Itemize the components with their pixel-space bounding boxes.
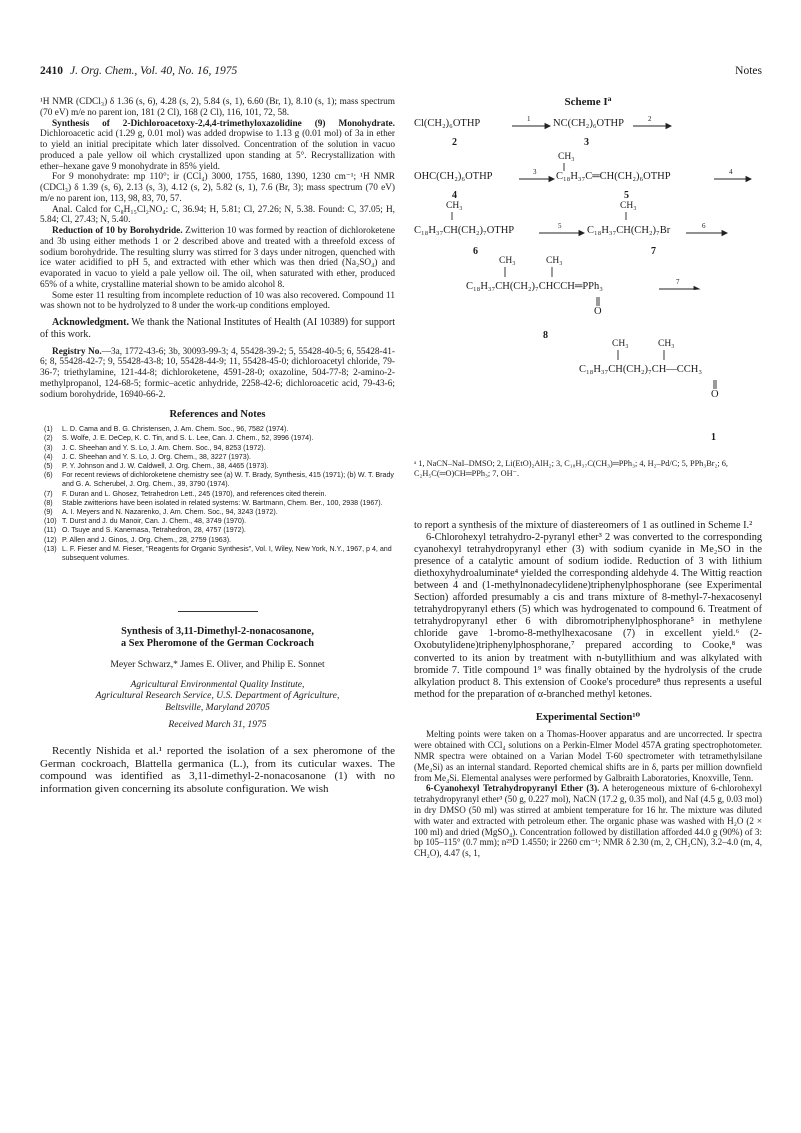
step-label-5: 5	[558, 222, 562, 230]
compound-number-6: 6	[473, 246, 478, 257]
experimental-body	[414, 729, 762, 859]
reduction-text: Zwitterion 10 was formed by reaction of dichloroketene and 3b using either methods 1 or 2 described above and treated with a threefold excess of sodium borohydride. The resulting slurry was stirred for 3 days under nitrogen, quenched with ice water acidified to pH 5, and extracted with ether which was then dried (Na₂SO₄) and evaporated in vacuo to yield a pale yellow oil. The oil, when saturated with ether, produced 65% of a white, crystalline material shown to be amido alcohol 8.	[40, 226, 395, 290]
synthesis-9-heading: Synthesis of 2-Dichloroacetoxy-2,4,4-trimethyloxazolidine (9) Monohydrate.	[52, 118, 395, 129]
experimental-heading: Experimental Section¹⁰	[535, 711, 641, 723]
compound-number-1: 1	[711, 432, 716, 443]
ketone-formula: C₁₈H₃₇CH(CH₂)₇CH—CCH₃	[579, 364, 703, 375]
reference-number: (5)	[44, 461, 53, 470]
reduction-heading: Reduction of 10 by Borohydride.	[52, 226, 183, 236]
scheme-1	[414, 94, 762, 489]
reference-text: S. Wolfe, J. E. DeCep, K. C. Tin, and S. L. Lee, Can. J. Chem., 52, 3996 (1974).	[62, 434, 314, 443]
synthesis-description-paragraph: 6-Chlorohexyl tetrahydro-2-pyranyl ether³ 2 was converted to the corresponding cyanohexyl tetrahydropyranyl ether (3) with sodium cyanide in Me₂SO in the presence of a catalytic amount of sodium iodide. Reduction of 3 with lithium diethoxyhydroaluminate⁴ yielded the corresponding aldehyde 4. The Wittig reaction between 4 and (1-methylnonadecylidene)triphenylphosphorane (see Experimental Section) afforded presumably a cis and trans mixture of 8-methyl-7-hexacosenyl tetrahydropyranyl ethers (5) which was hydrogenated to compound 6. Treatment of tetrahydropyranyl ether 6 with dibromotriphenylphosphorane⁵ in methylene chloride gave 1-bromo-8-methylhexacosane (7) in excellent yield.⁶ (2-Oxobutylidene)triphenylphosphorane,⁷ prepared according to Cooke,⁸ was converted to its anion by treatment with n-butyllithium and was alkylated with bromide 7. Title compound 1⁹ was finally obtained by the hydrolysis of the crude alkylation product 8. This extension of Cooke's procedure⁸ thus represents a useful method for the preparation of α-branched methyl ketones.	[414, 532, 762, 700]
registry-heading: Registry No.	[52, 346, 102, 357]
methyl-label-8a: CH₃	[499, 256, 516, 266]
reference-item	[40, 536, 395, 545]
saturated-ether-formula: C₁₈H₃₇CH(CH₂)₇OTHP	[414, 225, 515, 236]
analysis-paragraph: Anal. Calcd for C₈H₁₅Cl₂NO₄: C, 36.94; H, 5.81; Cl, 27.26; N, 5.38. Found: C, 37.05; H, 5.84; Cl, 27.43; N, 5.40.	[40, 204, 395, 226]
olefin-formula: C₁₈H₃₇C═CH(CH₂)₆OTHP	[556, 171, 671, 182]
compound-number-7: 7	[651, 246, 656, 257]
methyl-label-8b: CH₃	[546, 256, 563, 266]
step-label-6: 6	[702, 222, 706, 230]
reference-item	[40, 499, 395, 508]
registry-numbers	[40, 347, 395, 401]
compound-number-8: 8	[543, 330, 548, 341]
article-divider	[178, 611, 258, 612]
reference-text: A. I. Meyers and N. Nazarenko, J. Am. Chem. Soc., 94, 3243 (1972).	[62, 507, 278, 516]
compound-number-4: 4	[452, 190, 457, 201]
reduction-paragraph	[40, 226, 395, 291]
right-column	[414, 94, 762, 859]
reference-item	[40, 545, 395, 563]
reference-number: (1)	[44, 425, 53, 434]
affiliation-line-1: Agricultural Environmental Quality Institute,	[130, 678, 305, 690]
step-label-1: 1	[527, 115, 531, 123]
page-number: 2410	[40, 65, 63, 77]
ylide-formula: C₁₈H₃₇CH(CH₂)₇CHCCH═PPh₃	[466, 281, 603, 292]
scheme-title-text: Scheme I	[564, 96, 608, 108]
monohydrate-data-paragraph: For 9 monohydrate: mp 110°; ir (CCl₄) 3000, 1755, 1680, 1390, 1230 cm⁻¹; ¹H NMR (CDCl₃) δ 1.39 (s, 6), 2.13 (s, 3), 4.12 (s, 2), 5.82 (s, 1), 7.6 (Br, 3); mass spectrum (70 eV) m/e no parent ion, 113, 98, 83, 70, 57.	[40, 172, 395, 204]
reference-text: For recent reviews of dichloroketene chemistry see (a) W. T. Brady, Synthesis, 415 (1971); (b) W. T. Brady and G. A. Scherubel, J. Org. Chem., 39, 3790 (1974).	[62, 471, 394, 489]
reference-number: (11)	[44, 526, 57, 535]
running-header	[40, 65, 762, 81]
reference-text: L. F. Fieser and M. Fieser, "Reagents for Organic Synthesis", Vol. I, Wiley, New York, N.Y., 1967, p 4, and subsequent volumes.	[62, 544, 392, 562]
article-title-line-2: a Sex Pheromone of the German Cockroach	[121, 638, 314, 650]
reference-text: Stable zwitterions have been isolated in related systems: W. Bartmann, Chem. Ber., 100, 2938 (1967).	[62, 498, 383, 507]
step-label-4: 4	[729, 168, 733, 176]
instruments-paragraph: Melting points were taken on a Thomas-Hoover apparatus and are uncorrected. Ir spectra were obtained with CCl₄ solutions on a Perkin-Elmer Model 457A grating spectrophotometer. NMR spectra were obtained on a Varian Model T-60 spectrometer with tetramethylsilane (Me₄Si) as an internal standard. Reported chemical shifts are in δ, parts per million downfield from Me₄Si. Elemental analyses were performed by Galbraith Laboratories, Knoxville, Tenn.	[414, 729, 762, 783]
reference-text: J. C. Sheehan and Y. S. Lo, J. Org. Chem., 38, 3227 (1973).	[62, 452, 252, 461]
chloro-ether-formula: Cl(CH₂)₆OTHP	[414, 118, 481, 129]
reference-number: (3)	[44, 443, 53, 452]
reference-item	[40, 462, 395, 471]
affiliation	[40, 679, 395, 714]
references-list	[40, 425, 395, 563]
reference-item	[40, 471, 395, 489]
intro-paragraph: Recently Nishida et al.¹ reported the isolation of a sex pheromone of the German cockroach, Blattella germanica (L.), from its cuticular waxes. The compound was identified as 3,11-dimethyl-2-nonacosanone (1) with no information given concerning its absolute configuration. We wish	[40, 745, 395, 795]
ylide-oxygen: O	[594, 306, 602, 317]
references-heading: References and Notes	[169, 409, 266, 421]
methyl-label-7: CH₃	[620, 201, 637, 211]
reference-text: J. C. Sheehan and Y. S. Lo, J. Am. Chem. Soc., 94, 8253 (1972).	[62, 443, 266, 452]
scheme-footnote: ᵃ 1, NaCN–NaI–DMSO; 2, Li(EtO)₂AlH₂; 3, C₁₈H₃₇C(CH₃)═PPh₃; 4, H₂–Pd/C; 5, PPh₃Br₂; 6, C₂H₅C(═O)CH═PPh₃; 7, OH⁻.	[414, 459, 729, 478]
aldehyde-formula: OHC(CH₂)₆OTHP	[414, 171, 493, 182]
reference-text: L. D. Cama and B. G. Christensen, J. Am. Chem. Soc., 96, 7582 (1974).	[62, 425, 289, 434]
affiliation-line-2: Agricultural Research Service, U.S. Department of Agriculture,	[95, 690, 340, 702]
reference-number: (7)	[44, 489, 53, 498]
step-label-3: 3	[533, 168, 537, 176]
reference-item	[40, 508, 395, 517]
article-title-line-1: Synthesis of 3,11-Dimethyl-2-nonacosanone,	[121, 626, 314, 638]
reference-item	[40, 490, 395, 499]
authors: Meyer Schwarz,* James E. Oliver, and Philip E. Sonnet	[110, 659, 325, 671]
reference-number: (10)	[44, 517, 57, 526]
compound-number-5: 5	[624, 190, 629, 201]
scheme-intro-paragraph: to report a synthesis of the mixture of diastereomers of 1 as outlined in Scheme I.²	[414, 520, 753, 531]
reference-number: (9)	[44, 507, 53, 516]
compound-3-text: A heterogeneous mixture of 6-chlorohexyl tetrahydropyranyl ether³ (50 g, 0.227 mol), NaCN (17.2 g, 0.35 mol), and NaI (4.5 g, 0.03 mol) in dry DMSO (50 ml) was stirred at ambient temperature for 16 hr. The mixture was diluted with water and extracted with petroleum ether. The organic phase was washed with H₂O (2 × 100 ml) and dried (MgSO₄). Concentration followed by distillation afforded 44.0 g (90%) of 3: bp 105–115° (0.7 mm); n²⁵D 1.4550; ir 2260 cm⁻¹; NMR δ 2.30 (m, 2, CH₂CN), 3.2–4.0 (m, 4, CH₂O), 4.47 (s, 1,	[414, 783, 762, 859]
section-label: Notes	[735, 65, 762, 77]
reference-number: (8)	[44, 498, 53, 507]
step-label-7: 7	[676, 278, 680, 286]
left-column	[40, 97, 395, 796]
ester-paragraph: Some ester 11 resulting from incomplete reduction of 10 was also recovered. Compound 11 was shown not to be hydrolyzed to 8 under the work-up conditions employed.	[40, 290, 395, 312]
compound-3-paragraph	[414, 783, 762, 859]
methyl-label-1b: CH₃	[658, 339, 675, 349]
reference-item	[40, 453, 395, 462]
received-date: Received March 31, 1975	[168, 719, 267, 731]
methyl-label-6: CH₃	[446, 201, 463, 211]
right-body	[414, 520, 762, 701]
methyl-label-1a: CH₃	[612, 339, 629, 349]
synthesis-9-text: Dichloroacetic acid (1.29 g, 0.01 mol) was added dropwise to 1.13 g (0.01 mol) of 3a in ether to yield an initial precipitate which later dissolved. Concentration of the solution in vacuo produced a pale yellow oil which crystallized upon standing at 5°. Recrystallization with ether–hexane gave 9 monohydrate in 85% yield.	[40, 129, 395, 172]
reference-number: (6)	[44, 471, 53, 480]
reference-number: (13)	[44, 544, 57, 553]
reference-number: (2)	[44, 434, 53, 443]
reference-number: (12)	[44, 535, 57, 544]
methyl-label-5: CH₃	[558, 152, 575, 162]
journal-citation: J. Org. Chem., Vol. 40, No. 16, 1975	[70, 65, 238, 77]
reference-text: P. Allen and J. Ginos, J. Org. Chem., 28, 2759 (1963).	[62, 535, 232, 544]
scheme-lines	[414, 97, 762, 489]
reference-item	[40, 444, 395, 453]
affiliation-line-3: Beltsville, Maryland 20705	[165, 701, 270, 713]
reference-text: F. Duran and L. Ghosez, Tetrahedron Lett., 245 (1970), and references cited therein.	[62, 489, 327, 498]
compound-3-heading: 6-Cyanohexyl Tetrahydropyranyl Ether (3).	[426, 783, 600, 794]
reference-text: P. Y. Johnson and J. W. Caldwell, J. Org. Chem., 38, 4465 (1973).	[62, 461, 269, 470]
reference-text: O. Tsuye and S. Kanemasa, Tetrahedron, 28, 4757 (1972).	[62, 526, 246, 535]
cyano-ether-formula: NC(CH₂)₆OTHP	[553, 118, 624, 129]
acknowledgment	[40, 317, 395, 341]
acknowledgment-text: We thank the National Institutes of Health (AI 10389) for support of this work.	[40, 317, 395, 340]
registry-text: —3a, 1772-43-6; 3b, 30093-99-3; 4, 55428-39-2; 5, 55428-40-5; 6, 55428-41-6; 8, 55428-42-7; 9, 55428-43-8; 10, 55428-44-9; 11, 55428-45-0; dichloroacetyl chloride, 79-36-7; triethylamine, 121-44-8; dichloroketene, 4591-28-0; oxazoline, 504-77-8; 2-amino-2-methylpropanol, 124-68-5; formic–acetic anhydride, 2258-42-6; dichloroacetic acid, 79-43-6; sodium borohydride, 16940-66-2.	[40, 346, 395, 400]
reference-number: (4)	[44, 452, 53, 461]
reference-item	[40, 517, 395, 526]
scheme-title-footnote-mark: a	[607, 94, 612, 103]
ketone-oxygen: O	[711, 389, 719, 400]
reference-item	[40, 526, 395, 535]
synthesis-9-paragraph	[40, 119, 395, 173]
step-label-2: 2	[648, 115, 652, 123]
compound-number-3: 3	[584, 137, 589, 148]
reference-item	[40, 425, 395, 434]
nmr-paragraph: ¹H NMR (CDCl₃) δ 1.36 (s, 6), 4.28 (s, 2), 5.84 (s, 1), 6.60 (Br, 1), 8.10 (s, 1); mass spectrum (70 eV) m/e no parent ion, 181 (2 Cl), 168 (2 Cl), 116, 101, 72, 58.	[40, 97, 395, 118]
reference-item	[40, 434, 395, 443]
compound-number-2: 2	[452, 137, 457, 148]
bromide-formula: C₁₈H₃₇CH(CH₂)₇Br	[587, 225, 671, 236]
acknowledgment-heading: Acknowledgment.	[52, 317, 129, 328]
reference-text: T. Durst and J. du Manoir, Can. J. Chem., 48, 3749 (1970).	[62, 517, 247, 526]
